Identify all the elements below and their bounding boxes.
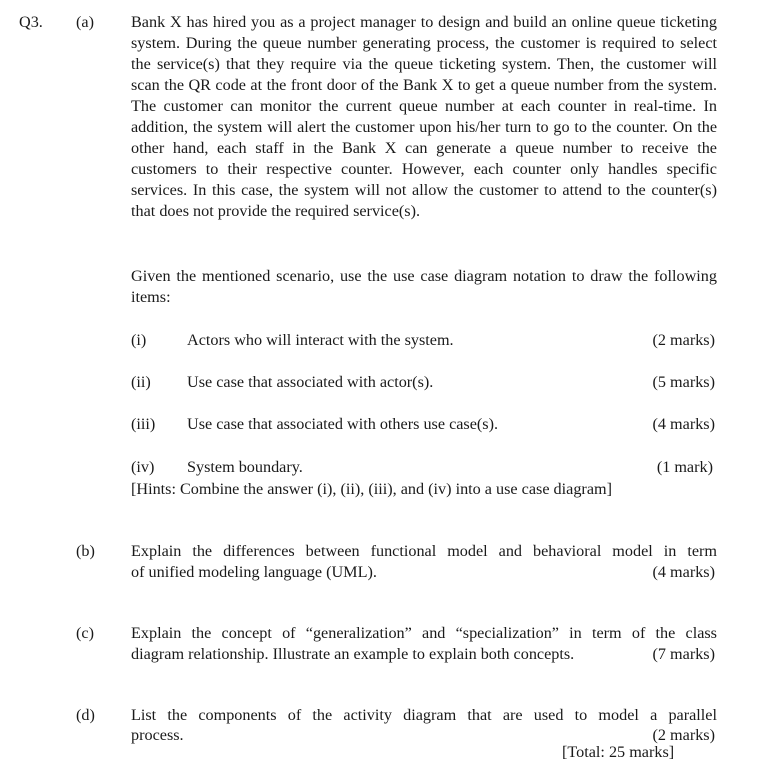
sub-item-marks: (4 marks): [652, 415, 715, 433]
part-d-label: (d): [76, 706, 95, 724]
part-c-marks: (7 marks): [652, 645, 715, 663]
part-d-line1: List the components of the activity diagram that are used to model a parallel: [131, 706, 717, 724]
part-c-text: diagram relationship. Illustrate an example to explain both concepts.: [131, 645, 575, 663]
sub-item-number: (iv): [131, 458, 155, 476]
part-b-marks: (4 marks): [652, 563, 715, 581]
sub-item-ii: [131, 371, 717, 393]
part-c-label: (c): [76, 624, 94, 642]
part-a-label: (a): [76, 13, 94, 31]
question-number: Q3.: [19, 13, 43, 31]
sub-item-iii: [131, 413, 717, 435]
sub-item-text: Actors who will interact with the system.: [187, 331, 454, 349]
sub-item-number: (iii): [131, 415, 156, 433]
sub-item-text: System boundary.: [187, 458, 303, 476]
hint-text: [Hints: Combine the answer (i), (ii), (iii), and (iv) into a use case diagram]: [131, 480, 612, 498]
part-b-text: of unified modeling language (UML).: [131, 563, 377, 581]
total-marks: [Total: 25 marks]: [562, 743, 675, 761]
sub-item-iv: [131, 456, 717, 478]
part-d-text: process.: [131, 726, 184, 744]
part-a-scenario: Bank X has hired you as a project manager to design and build an online queue ticketing system. During the queue number generating process, the customer is required to select the service(s) that they require via the queue ticketing system. Then, the customer will scan the QR code at the front door of the Bank X to get a queue number from the system. The customer can monitor the current queue number at each counter in real-time. In addition, the system will alert the customer upon his/her turn to go to the counter. On the other hand, each staff in the Bank X can generate a queue number to receive the customers to their respective counter. However, each counter only handles specific services. In this case, the system will not allow the customer to attend to the counter(s) that does not provide the required service(s).: [131, 13, 717, 220]
part-d-marks: (2 marks): [652, 726, 715, 744]
sub-item-number: (ii): [131, 373, 151, 391]
part-c-line2: [131, 644, 715, 665]
sub-item-marks: (2 marks): [652, 331, 715, 349]
sub-item-text: Use case that associated with others use case(s).: [187, 415, 499, 433]
sub-item-number: (i): [131, 331, 147, 349]
sub-item-i: [131, 329, 717, 351]
part-a-instruction: Given the mentioned scenario, use the use case diagram notation to draw the following items:: [131, 267, 717, 306]
part-b-line1: Explain the differences between functional model and behavioral model in term: [131, 542, 717, 560]
part-b-label: (b): [76, 542, 95, 560]
sub-item-marks: (5 marks): [652, 373, 715, 391]
part-b-line2: [131, 562, 715, 583]
sub-item-text: Use case that associated with actor(s).: [187, 373, 434, 391]
part-c-line1: Explain the concept of “generalization” and “specialization” in term of the class: [131, 624, 717, 642]
sub-item-marks: (1 mark): [656, 458, 713, 476]
